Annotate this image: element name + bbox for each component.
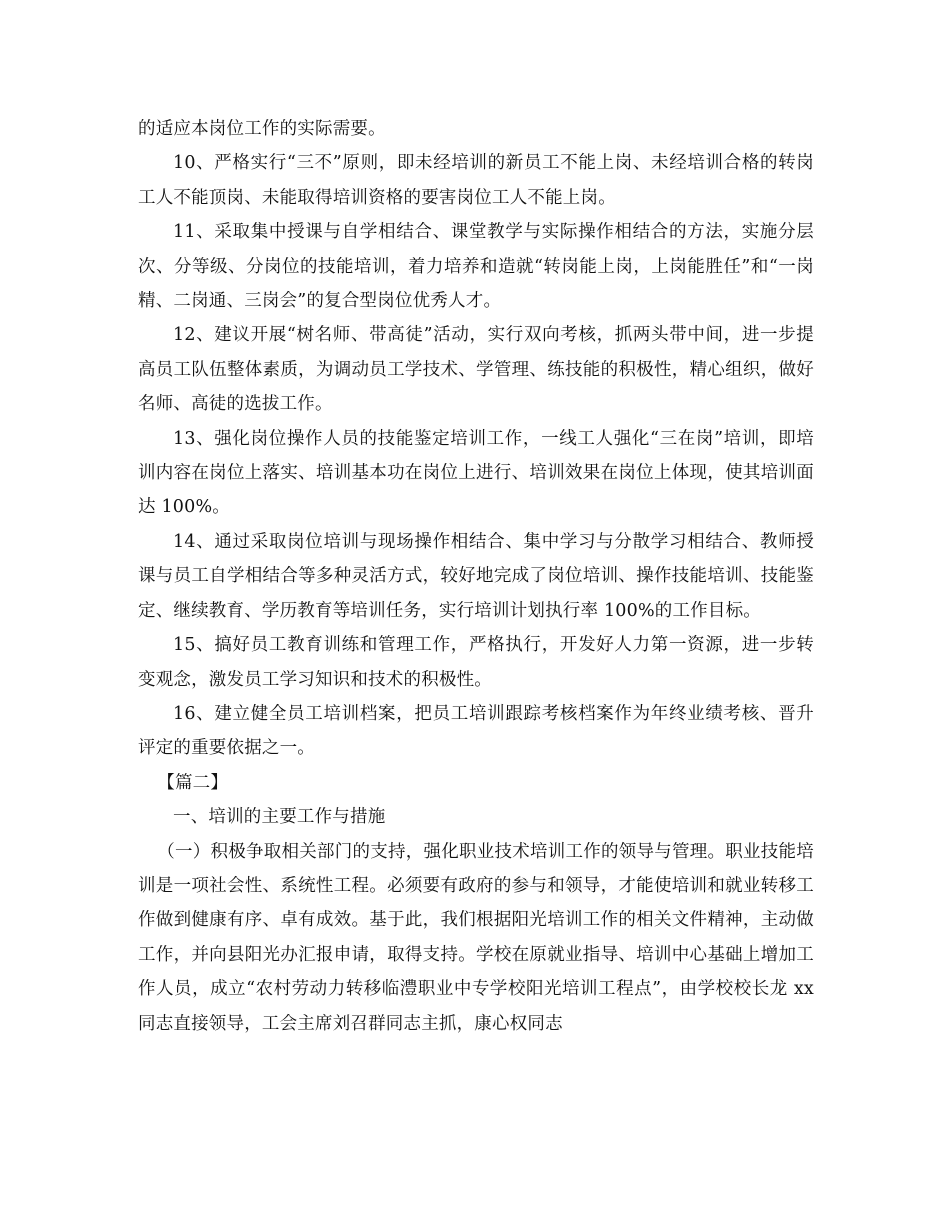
section-heading-part-two: 【篇二】 (157, 772, 229, 793)
paragraph-item-10: 10、严格实行“三不”原则，即未经培训的新员工不能上岗、未经培训合格的转岗工人不能顶岗、未能取得培训资格的要害岗位工人不能上岗。 (138, 153, 814, 208)
paragraph-item-14: 14、通过采取岗位培训与现场操作相结合、集中学习与分散学习相结合、教师授课与员工自学相结合等多种灵活方式，较好地完成了岗位培训、操作技能培训、技能鉴定、继续教育、学历教育等培训任务，实行培训计划执行率 100%的工作目标。 (138, 531, 814, 621)
paragraph-item-15: 15、搞好员工教育训练和管理工作，严格执行，开发好人力第一资源，进一步转变观念，激发员工学习知识和技术的积极性。 (138, 635, 814, 690)
paragraph-item-12: 12、建议开展“树名师、带高徒”活动，实行双向考核，抓两头带中间，进一步提高员工队伍整体素质，为调动员工学技术、学管理、练技能的积极性，精心组织，做好名师、高徒的选拔工作。 (138, 325, 814, 415)
document-body (138, 112, 814, 1041)
paragraph-item-13: 13、强化岗位操作人员的技能鉴定培训工作，一线工人强化“三在岗”培训，即培训内容在岗位上落实、培训基本功在岗位上进行、培训效果在岗位上体现，使其培训面达 100%。 (138, 428, 814, 518)
subheading-training-measures: 一、培训的主要工作与措施 (173, 807, 386, 828)
paragraph-item-16: 16、建立健全员工培训档案，把员工培训跟踪考核档案作为年终业绩考核、晋升评定的重要依据之一。 (138, 703, 814, 759)
paragraph-item-11: 11、采取集中授课与自学相结合、课堂教学与实际操作相结合的方法，实施分层次、分等级、分岗位的技能培训，着力培养和造就“转岗能上岗，上岗能胜任”和“一岗精、二岗通、三岗会”的复合型岗位优秀人才。 (138, 222, 814, 312)
paragraph-support-departments: （一）积极争取相关部门的支持，强化职业技术培训工作的领导与管理。职业技能培训是一项社会性、系统性工程。必须要有政府的参与和领导，才能使培训和就业转移工作做到健康有序、卓有成效。基于此，我们根据阳光培训工作的相关文件精神，主动做工作，并向县阳光办汇报申请，取得支持。学校在原就业指导、培训中心基础上增加工作人员，成立“农村劳动力转移临澧职业中专学校阳光培训工程点”，由学校校长龙 xx 同志直接领导，工会主席刘召群同志主抓，康心权同志 (138, 841, 814, 1034)
paragraph-continuation: 的适应本岗位工作的实际需要。 (138, 119, 386, 139)
